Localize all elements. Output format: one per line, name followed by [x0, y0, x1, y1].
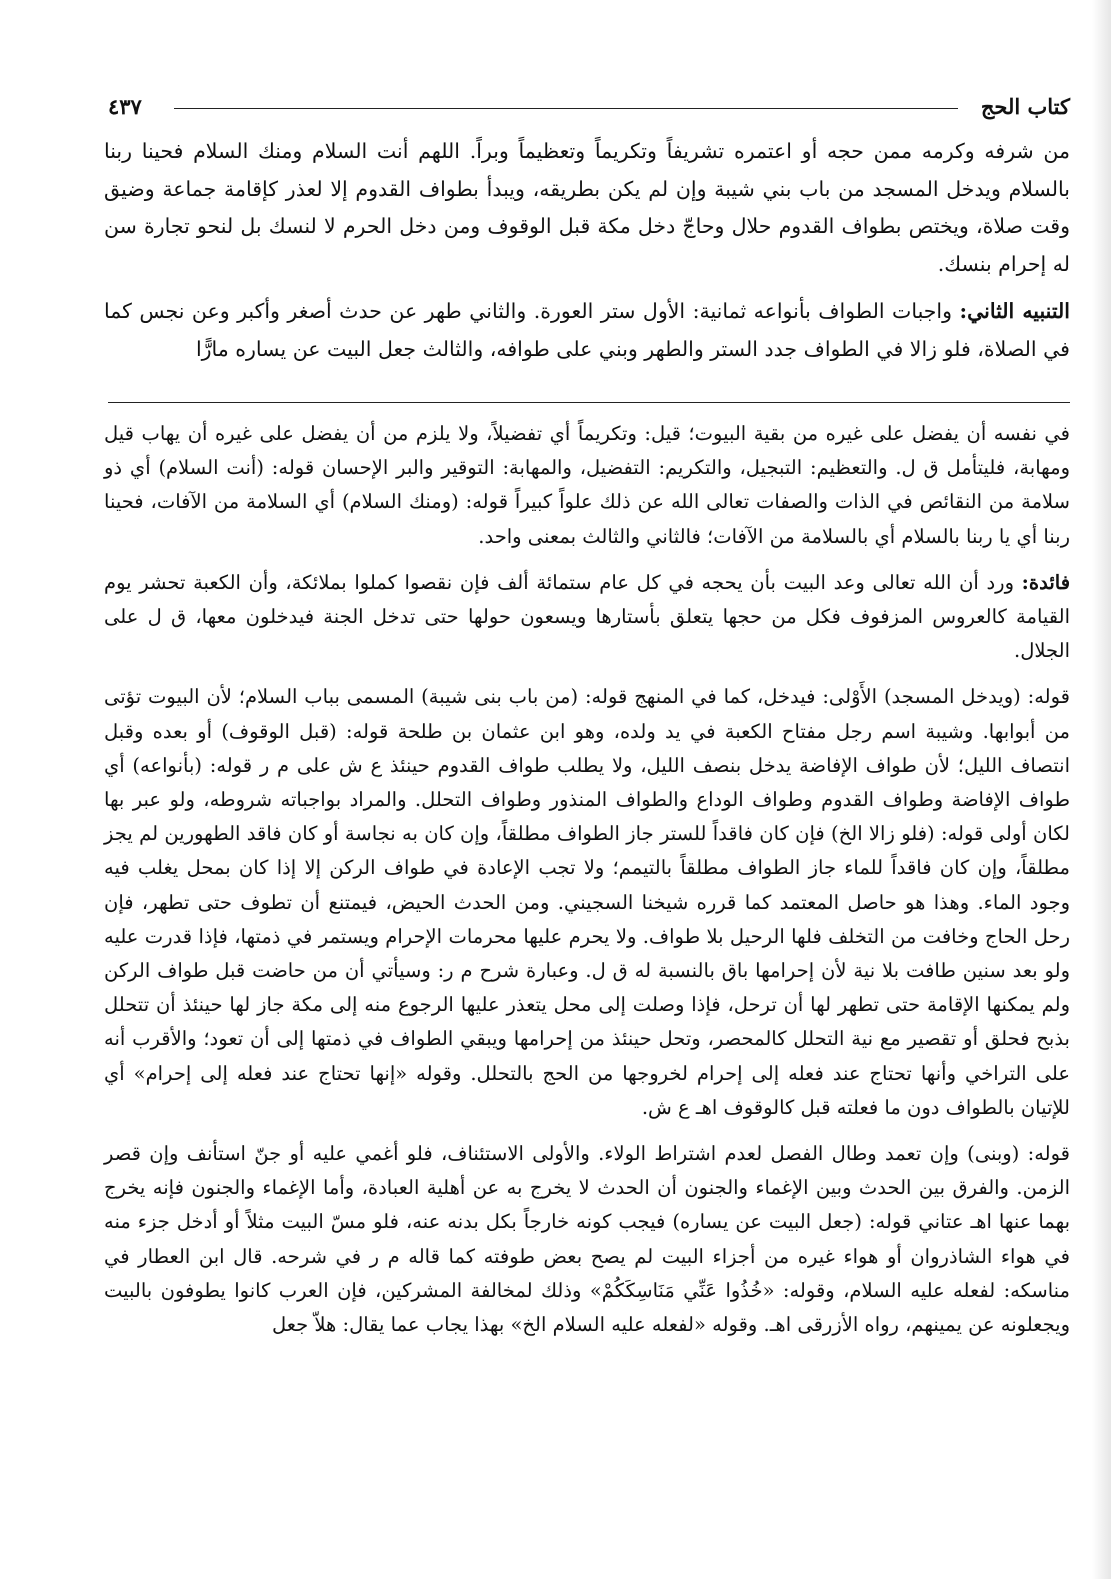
main-paragraph-2 — [104, 293, 1070, 368]
commentary-paragraph-2 — [104, 566, 1070, 669]
page-header — [108, 92, 1070, 122]
commentary-paragraph-3: قوله: (ويدخل المسجد) الأَوْلى: فيدخل، كما في المنهج قوله: (من باب بنى شيبة) المسمى بباب السلام؛ لأن البيوت تؤتى من أبوابها. وشيبة اسم رجل مفتاح الكعبة في يد ولده، وهو ابن عثمان بن طلحة قوله: (قبل الوقوف) أو بعده وقبل انتصاف الليل؛ لأن طواف الإفاضة يدخل بنصف الليل، ولا يطلب طواف القدوم حينئذ ع ش على م ر قوله: (بأنواعه) أي طواف الإفاضة وطواف القدوم وطواف الوداع والطواف المنذور وطواف التحلل. والمراد بواجباته شروطه، ولو عبر بها لكان أولى قوله: (فلو زالا الخ) فإن كان فاقداً للستر جاز الطواف مطلقاً، وإن كان به نجاسة أو كان فاقد الطهورين لم يجز مطلقاً، وإن كان فاقداً للماء جاز الطواف مطلقاً بالتيمم؛ ولا تجب الإعادة في طواف الركن إلا إذا كان بمحل يغلب فيه وجود الماء. وهذا هو حاصل المعتمد كما قرره شيخنا السجيني. ومن الحدث الحيض، فيمتنع أن تطوف حتى تطهر، فإن رحل الحاج وخافت من التخلف فلها الرحيل بلا طواف. ولا يحرم عليها محرمات الإحرام ويستمر في ذمتها، فإذا قدرت عليه ولو بعد سنين طافت بلا نية لأن إحرامها باق بالنسبة له ق ل. وعبارة شرح م ر: وسيأتي أن من حاضت قبل طواف الركن ولم يمكنها الإقامة حتى تطهر لها أن ترحل، فإذا وصلت إلى محل يتعذر عليها الرجوع منه إلى مكة جاز لها حينئذ أن تتحلل بذبح فحلق أو تقصير مع نية التحلل كالمحصر، وتحل حينئذ من إحرامها ويبقي الطواف في ذمتها إلى أن تعود؛ والأقرب أنه على التراخي وأنها تحتاج عند فعله إلى إحرام لخروجها من الحج بالتحلل. وقوله «إنها تحتاج عند فعله إلى إحرام» أي للإتيان بالطواف دون ما فعلته قبل كالوقوف اهـ ع ش. — [104, 685, 1070, 1119]
benefit-label: فائدة: — [1021, 570, 1071, 594]
main-paragraph-1: من شرفه وكرمه ممن حجه أو اعتمره تشريفاً وتكريماً وتعظيماً وبراً. اللهم أنت السلام ومنك السلام فحينا ربنا بالسلام ويدخل المسجد من باب بني شيبة وإن لم يكن بطريقه، ويبدأ بطواف القدوم إلا لعذر كإقامة جماعة وضيق وقت صلاة، ويختص بطواف القدوم حلال وحاجّ دخل مكة قبل الوقوف ومن دخل الحرم لا لنسك بل لنحو تجارة سن له إحرام بنسك. — [104, 139, 1071, 276]
main-text — [104, 133, 1070, 378]
page-number: ٤٣٧ — [108, 94, 142, 119]
commentary-paragraph-4: قوله: (وبنى) وإن تعمد وطال الفصل لعدم اشتراط الولاء. والأولى الاستئناف، فلو أغمي عليه أو جنّ استأنف وإن قصر الزمن. والفرق بين الحدث وبين الإغماء والجنون أن الحدث لا يخرج به عن أهلية العبادة، وأما الإغماء والجنون فإنه يخرج بهما عنها اهـ عتاني قوله: (جعل البيت عن يساره) فيجب كونه خارجاً بكل بدنه عنه، فلو مسّ البيت مثلاً أو أدخل جزء منه في هواء الشاذروان أو هواء غيره من أجزاء البيت لم يصح بعض طوفته كما قاله م ر في شرحه. قال ابن العطار في مناسكه: لفعله عليه السلام، وقوله: «خُذُوا عَنِّي مَنَاسِكَكُمْ» وذلك لمخالفة المشركين، فإن العرب كانوا يطوفون بالبيت ويجعلونه عن يمينهم، رواه الأزرقى اهـ. وقوله «لفعله عليه السلام الخ» بهذا يجاب عما يقال: هلاّ جعل — [104, 1142, 1070, 1337]
page-edge-shadow — [1092, 0, 1111, 1579]
notice-text: واجبات الطواف بأنواعه ثمانية: الأول ستر العورة. والثاني طهر عن حدث أصغر وأكبر وعن نجس كما في الصلاة، فلو زالا في الطواف جدد الستر والطهر وبني على طوافه، والثالث جعل البيت عن يساره مارًّا — [104, 299, 1070, 361]
commentary-paragraph-1: في نفسه أن يفضل على غيره من بقية البيوت؛ قيل: وتكريماً أي تفضيلاً، ولا يلزم من أن يفضل على غيره أن يهاب قيل ومهابة، فليتأمل ق ل. والتعظيم: التبجيل، والتكريم: التفضيل، والمهابة: التوقير والبر الإحسان قوله: (أنت السلام) أي ذو سلامة من النقائص في الذات والصفات تعالى الله عن ذلك علواً كبيراً قوله: (ومنك السلام) أي السلامة من الآفات، فحينا ربنا أي يا ربنا بالسلام أي بالسلامة من الآفات؛ فالثاني والثالث بمعنى واحد. — [104, 422, 1070, 548]
benefit-text: ورد أن الله تعالى وعد البيت بأن يحجه في كل عام ستمائة ألف فإن نقصوا كملوا بملائكة، وأن الكعبة تحشر يوم القيامة كالعروس المزفوف فكل من حجها يتعلق بأستارها ويسعون حولها حتى تدخل الجنة فيدخلون معها، ق ل على الجلال. — [104, 570, 1070, 663]
notice-label: التنبيه الثاني: — [959, 299, 1070, 323]
header-rule — [174, 108, 958, 109]
footnote-divider — [108, 402, 1070, 403]
commentary-section — [104, 417, 1070, 1354]
chapter-title: كتاب الحج — [980, 94, 1070, 119]
